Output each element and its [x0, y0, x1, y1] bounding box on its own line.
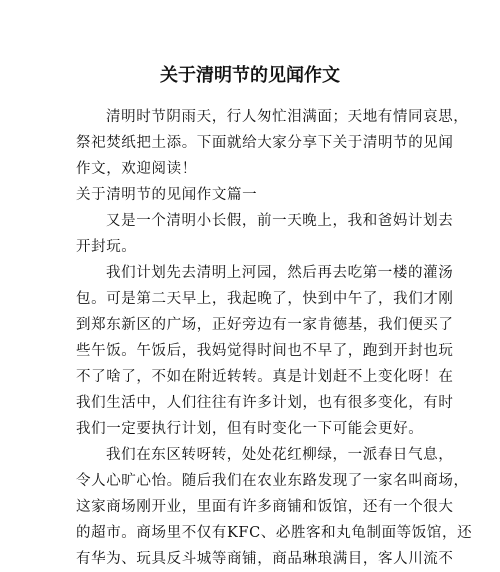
- paragraph-line: 令人心旷心怡。随后我们在农业东路发现了一家名叫商场，: [76, 473, 469, 489]
- paragraph-line: 些午饭。午饭后，我妈觉得时间也不早了，跑到开封也玩: [76, 343, 454, 359]
- paragraph-line: 又是一个清明小长假，前一天晚上，我和爸妈计划去: [106, 213, 454, 229]
- paragraph-line: 我们在东区转呀转，处处花红柳绿，一派春日气息，: [106, 447, 454, 463]
- paragraph-line: 祭祀焚纸把土添。下面就给大家分享下关于清明节的见闻: [76, 135, 454, 151]
- paragraph-line: 到郑东新区的广场，正好旁边有一家肯德基，我们便买了: [76, 317, 454, 333]
- paragraph-line: 清明时节阴雨天，行人匆忙泪满面；天地有情同哀思，: [106, 109, 469, 125]
- paragraph-line: 关于清明节的见闻作文篇一: [76, 187, 258, 203]
- paragraph-line: 有华为、玩具反斗城等商铺，商品琳琅满目，客人川流不: [76, 551, 454, 567]
- paragraph-line: 开封玩。: [76, 239, 137, 255]
- document-title: 关于清明节的见闻作文: [160, 65, 340, 86]
- paragraph-line: 作文，欢迎阅读！: [76, 161, 197, 177]
- document-body: [76, 104, 473, 572]
- paragraph-line: 这家商场刚开业，里面有许多商铺和饭馆，还有一个很大: [76, 499, 454, 515]
- paragraph-line: 不了啥了，不如在附近转转。真是计划赶不上变化呀！在: [76, 369, 454, 385]
- paragraph-line: 包。可是第二天早上，我起晚了，快到中午了，我们才刚: [76, 291, 454, 307]
- paragraph-line: 的超市。商场里不仅有KFC、必胜客和丸龟制面等饭馆，还: [76, 525, 473, 541]
- paragraph-line: 我们一定要执行计划，但有时变化一下可能会更好。: [76, 421, 424, 437]
- paragraph-line: 我们计划先去清明上河园，然后再去吃第一楼的灌汤: [106, 265, 454, 281]
- paragraph-line: 我们生活中，人们往往有许多计划，也有很多变化，有时: [76, 395, 454, 411]
